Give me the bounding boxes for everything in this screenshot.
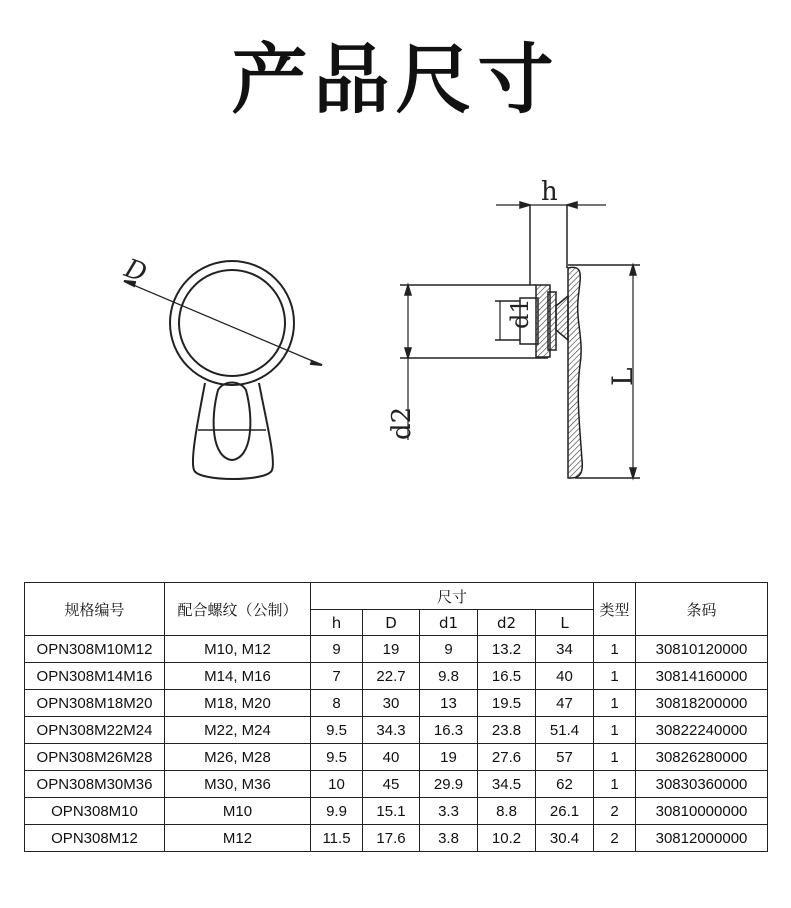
table-row: [25, 663, 768, 690]
cell-D: 17.6: [363, 825, 420, 852]
cell-d1: 19: [420, 744, 478, 771]
cell-barcode: 30830360000: [636, 771, 768, 798]
cell-barcode: 30810000000: [636, 798, 768, 825]
front-view: [124, 261, 322, 479]
label-D: D: [120, 253, 151, 289]
cell-L: 51.4: [536, 717, 594, 744]
cell-thread: M14, M16: [165, 663, 311, 690]
label-d2: d2: [387, 406, 417, 440]
cell-h: 8: [311, 690, 363, 717]
cell-d2: 8.8: [478, 798, 536, 825]
spec-table: [24, 582, 768, 852]
header-thread: 配合螺纹（公制）: [165, 583, 311, 636]
cell-D: 34.3: [363, 717, 420, 744]
cell-spec-no: OPN308M12: [25, 825, 165, 852]
cell-d1: 29.9: [420, 771, 478, 798]
cell-barcode: 30818200000: [636, 690, 768, 717]
cell-h: 9.5: [311, 717, 363, 744]
header-barcode: 条码: [636, 583, 768, 636]
cell-d2: 27.6: [478, 744, 536, 771]
cell-thread: M18, M20: [165, 690, 311, 717]
cell-L: 47: [536, 690, 594, 717]
cell-barcode: 30822240000: [636, 717, 768, 744]
cell-d1: 3.3: [420, 798, 478, 825]
cell-h: 11.5: [311, 825, 363, 852]
cell-d1: 9.8: [420, 663, 478, 690]
cell-D: 30: [363, 690, 420, 717]
cell-spec-no: OPN308M10: [25, 798, 165, 825]
cell-h: 9: [311, 636, 363, 663]
cell-d1: 13: [420, 690, 478, 717]
cell-L: 62: [536, 771, 594, 798]
cell-spec-no: OPN308M26M28: [25, 744, 165, 771]
cell-d1: 3.8: [420, 825, 478, 852]
header-h: h: [311, 610, 363, 636]
header-type: 类型: [594, 583, 636, 636]
cell-type: 1: [594, 663, 636, 690]
cell-L: 57: [536, 744, 594, 771]
cell-h: 7: [311, 663, 363, 690]
cell-spec-no: OPN308M10M12: [25, 636, 165, 663]
cell-D: 15.1: [363, 798, 420, 825]
cell-thread: M10: [165, 798, 311, 825]
cell-type: 1: [594, 744, 636, 771]
table-row: [25, 717, 768, 744]
table-row: [25, 690, 768, 717]
cell-barcode: 30826280000: [636, 744, 768, 771]
table-row: [25, 636, 768, 663]
cell-D: 22.7: [363, 663, 420, 690]
cell-thread: M30, M36: [165, 771, 311, 798]
header-d2: d2: [478, 610, 536, 636]
cell-spec-no: OPN308M22M24: [25, 717, 165, 744]
label-h: h: [541, 177, 558, 207]
cell-D: 40: [363, 744, 420, 771]
cell-d1: 16.3: [420, 717, 478, 744]
cell-d2: 13.2: [478, 636, 536, 663]
cell-d2: 16.5: [478, 663, 536, 690]
cell-d1: 9: [420, 636, 478, 663]
cell-thread: M26, M28: [165, 744, 311, 771]
table-row: [25, 771, 768, 798]
cell-d2: 10.2: [478, 825, 536, 852]
page-title: 产品尺寸: [231, 35, 560, 124]
cell-barcode: 30810120000: [636, 636, 768, 663]
spec-table-body: [25, 636, 768, 852]
label-d1: d1: [506, 298, 534, 329]
label-L: L: [606, 367, 639, 386]
cell-D: 45: [363, 771, 420, 798]
side-view: [400, 202, 640, 478]
cell-L: 26.1: [536, 798, 594, 825]
dimension-drawing: [0, 160, 791, 520]
cell-h: 9.9: [311, 798, 363, 825]
cell-spec-no: OPN308M14M16: [25, 663, 165, 690]
cell-L: 30.4: [536, 825, 594, 852]
cell-spec-no: OPN308M18M20: [25, 690, 165, 717]
cell-type: 2: [594, 825, 636, 852]
cell-barcode: 30812000000: [636, 825, 768, 852]
table-row: [25, 825, 768, 852]
cell-type: 2: [594, 798, 636, 825]
cell-thread: M12: [165, 825, 311, 852]
cell-type: 1: [594, 717, 636, 744]
header-size: 尺寸: [311, 583, 594, 610]
cell-d2: 23.8: [478, 717, 536, 744]
cell-D: 19: [363, 636, 420, 663]
cell-barcode: 30814160000: [636, 663, 768, 690]
cell-L: 40: [536, 663, 594, 690]
cell-d2: 34.5: [478, 771, 536, 798]
header-d1: d1: [420, 610, 478, 636]
header-spec-no: 规格编号: [25, 583, 165, 636]
cell-spec-no: OPN308M30M36: [25, 771, 165, 798]
cell-type: 1: [594, 771, 636, 798]
cell-d2: 19.5: [478, 690, 536, 717]
cell-thread: M10, M12: [165, 636, 311, 663]
header-L: L: [536, 610, 594, 636]
cell-h: 10: [311, 771, 363, 798]
cell-type: 1: [594, 636, 636, 663]
table-row: [25, 744, 768, 771]
table-row: [25, 798, 768, 825]
cell-thread: M22, M24: [165, 717, 311, 744]
header-D: D: [363, 610, 420, 636]
cell-type: 1: [594, 690, 636, 717]
cell-L: 34: [536, 636, 594, 663]
cell-h: 9.5: [311, 744, 363, 771]
